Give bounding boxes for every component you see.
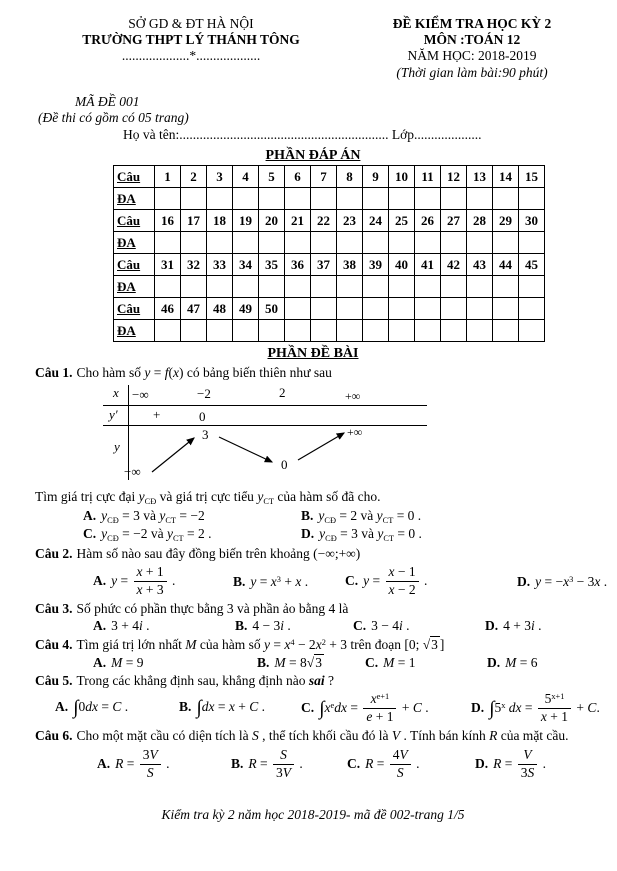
answer-table-question-row <box>114 254 545 276</box>
name-label: Họ và tên: <box>123 127 180 143</box>
option-b: B. M = 8√3 <box>257 654 322 670</box>
answer-cell <box>337 320 363 342</box>
question-number-cell <box>285 298 311 320</box>
option-b: B. 4 − 3i . <box>235 618 291 634</box>
answer-cell <box>363 276 389 298</box>
answer-row-label: ĐA <box>114 188 155 210</box>
answer-table-question-row <box>114 210 545 232</box>
bbt-arrow-down <box>219 437 272 462</box>
question-6-stem-line <box>35 728 591 744</box>
question-6 <box>35 728 591 781</box>
question-number-cell: 15 <box>519 166 545 188</box>
bbt-arrow-up-2 <box>298 433 344 460</box>
question-number: Câu 5. <box>35 672 73 688</box>
question-number-cell: 30 <box>519 210 545 232</box>
answer-cell <box>519 188 545 210</box>
question-1-stem-line <box>35 365 591 381</box>
option-b: B. R = $\frac{S}{3V}$ . <box>231 747 303 780</box>
question-number: Câu 6. <box>35 727 73 743</box>
name-dots: .............................................................. <box>179 127 389 143</box>
question-number-cell: 14 <box>493 166 519 188</box>
question-number-cell: 38 <box>337 254 363 276</box>
bbt-x-value: −∞ <box>132 387 149 403</box>
answer-cell <box>311 232 337 254</box>
question-stem: Hàm số nào sau đây đồng biến trên khoảng (−∞;+∞) <box>76 546 361 562</box>
variation-table <box>95 384 440 487</box>
answer-cell <box>259 188 285 210</box>
answer-cell <box>233 232 259 254</box>
bbt-x-label: x <box>113 385 119 401</box>
question-number-cell: 36 <box>285 254 311 276</box>
question-number: Câu 3. <box>35 601 73 617</box>
question-number-cell <box>441 298 467 320</box>
answer-cell <box>207 232 233 254</box>
option-a: A. y = $\frac{x + 1}{x + 3}$ . <box>93 564 176 598</box>
exam-year: NĂM HỌC: 2018-2019 <box>407 48 537 64</box>
question-number-cell: 17 <box>181 210 207 232</box>
bbt-yprime-label: y′ <box>109 407 118 423</box>
question-number-cell: 20 <box>259 210 285 232</box>
option-c: C. R = $\frac{4V}{S}$ . <box>347 747 420 780</box>
question-number-cell <box>415 298 441 320</box>
bbt-y-end: +∞ <box>347 425 363 440</box>
answer-cell <box>285 232 311 254</box>
question-number-cell: 8 <box>337 166 363 188</box>
answer-table-answer-row <box>114 320 545 342</box>
bbt-y-peak: 3 <box>202 427 209 443</box>
question-number-cell: 13 <box>467 166 493 188</box>
fraction: $\frac{V}{3S}$ <box>518 748 538 781</box>
question-number: Câu 4. <box>35 636 73 652</box>
bbt-x-value: 2 <box>279 385 286 401</box>
question-number-cell <box>493 298 519 320</box>
question-number: Câu 1. <box>35 365 73 381</box>
answer-table-body <box>114 166 545 342</box>
question-number-cell: 45 <box>519 254 545 276</box>
answer-cell <box>155 276 181 298</box>
question-number-cell: 21 <box>285 210 311 232</box>
question-number-cell: 18 <box>207 210 233 232</box>
answer-cell <box>519 232 545 254</box>
bbt-yprime-zero: 0 <box>199 409 206 425</box>
answer-cell <box>493 320 519 342</box>
question-number-cell: 47 <box>181 298 207 320</box>
bbt-arrows <box>95 384 440 487</box>
answer-cell <box>415 188 441 210</box>
question-1-options <box>35 508 591 544</box>
question-3-options <box>35 618 591 634</box>
question-1-prompt: Tìm giá trị cực đại $y_{CĐ}$ và giá trị cực tiểu $y_{CT}$ của hàm số đã cho. <box>35 489 381 507</box>
answer-cell <box>415 232 441 254</box>
exam-code: MÃ ĐỀ 001 <box>75 94 140 109</box>
question-number-cell: 33 <box>207 254 233 276</box>
square-root: √3 <box>422 636 438 652</box>
answer-cell <box>285 188 311 210</box>
answer-cell <box>207 320 233 342</box>
question-row-label: Câu <box>114 254 155 276</box>
bbt-yprime-sign: + <box>153 407 161 423</box>
answer-cell <box>389 188 415 210</box>
option-d: D. 4 + 3i . <box>485 618 542 634</box>
header-left-block <box>57 16 325 90</box>
option-c: C. 3 − 4i . <box>353 618 410 634</box>
answer-cell <box>337 232 363 254</box>
answer-cell <box>259 276 285 298</box>
answer-cell <box>155 188 181 210</box>
question-number-cell: 4 <box>233 166 259 188</box>
question-number-cell <box>389 298 415 320</box>
answer-cell <box>493 276 519 298</box>
option-b: B. $y = x^3 + x$ . <box>233 573 309 589</box>
question-number-cell: 26 <box>415 210 441 232</box>
question-row-label: Câu <box>114 298 155 320</box>
question-2-stem-line <box>35 546 591 562</box>
question-4-options <box>35 655 591 671</box>
exam-subject: MÔN :TOÁN 12 <box>423 32 521 48</box>
question-number-cell <box>519 298 545 320</box>
question-number-cell: 50 <box>259 298 285 320</box>
answer-cell <box>363 320 389 342</box>
question-5 <box>35 672 600 725</box>
option-d: D. M = 6 <box>487 654 538 670</box>
question-number-cell <box>337 298 363 320</box>
answer-cell <box>233 188 259 210</box>
question-number-cell: 6 <box>285 166 311 188</box>
question-number-cell: 42 <box>441 254 467 276</box>
class-label: Lớp <box>391 127 415 143</box>
answer-cell <box>285 276 311 298</box>
option-a: A. M = 9 <box>93 654 144 670</box>
question-number-cell: 39 <box>363 254 389 276</box>
answer-cell <box>389 320 415 342</box>
question-number-cell: 1 <box>155 166 181 188</box>
answer-cell <box>493 188 519 210</box>
question-3 <box>35 601 591 634</box>
answer-cell <box>259 232 285 254</box>
fraction: $\frac{x - 1}{x - 2}$ <box>386 565 419 598</box>
question-number-cell: 3 <box>207 166 233 188</box>
exam-section-title: PHẦN ĐỀ BÀI <box>267 346 359 362</box>
school-name: TRƯỜNG THPT LÝ THÁNH TÔNG <box>82 32 300 48</box>
question-2-options <box>35 564 608 598</box>
answer-cell <box>467 232 493 254</box>
answer-section-title: PHẦN ĐÁP ÁN <box>265 147 361 163</box>
question-number-cell: 11 <box>415 166 441 188</box>
answer-cell <box>389 276 415 298</box>
answer-cell <box>519 276 545 298</box>
question-3-stem-line <box>35 601 591 617</box>
question-4-stem-line <box>35 637 591 653</box>
option-c: C. $y_{CĐ} = -2$ và $y_{CT} = 2$ . <box>83 526 212 544</box>
question-number-cell: 49 <box>233 298 259 320</box>
answer-cell <box>233 320 259 342</box>
answer-cell <box>181 188 207 210</box>
question-stem: Cho hàm số y = f(x) có bảng biến thiên như sau <box>76 365 332 381</box>
question-number-cell: 32 <box>181 254 207 276</box>
question-number-cell: 12 <box>441 166 467 188</box>
answer-cell <box>259 320 285 342</box>
page-footer: Kiểm tra kỳ 2 năm học 2018-2019- mã đề 002-trang 1/5 <box>161 806 465 822</box>
answer-cell <box>363 232 389 254</box>
option-b: B. $y_{CĐ} = 2$ và $y_{CT} = 0$ . <box>301 508 422 526</box>
answer-row-label: ĐA <box>114 232 155 254</box>
answer-cell <box>467 188 493 210</box>
question-5-stem-line <box>35 673 591 689</box>
answer-cell <box>415 276 441 298</box>
bbt-y-label: y <box>114 439 120 455</box>
answer-table-question-row <box>114 166 545 188</box>
question-number-cell <box>467 298 493 320</box>
answer-cell <box>441 320 467 342</box>
bbt-x-value: +∞ <box>345 389 361 404</box>
option-a: A. ∫0dx = C . <box>55 697 129 719</box>
question-number-cell: 43 <box>467 254 493 276</box>
bbt-arrow-up-1 <box>152 438 194 472</box>
answer-cell <box>207 276 233 298</box>
question-number-cell: 29 <box>493 210 519 232</box>
question-number-cell: 48 <box>207 298 233 320</box>
question-number-cell: 40 <box>389 254 415 276</box>
square-root: √3 <box>306 654 322 670</box>
answer-row-label: ĐA <box>114 276 155 298</box>
answer-cell <box>311 188 337 210</box>
header-right-block <box>353 16 591 90</box>
option-c: C. y = $\frac{x - 1}{x - 2}$ . <box>345 564 428 598</box>
bbt-y-valley: 0 <box>281 457 288 473</box>
question-number-cell: 27 <box>441 210 467 232</box>
answer-cell <box>363 188 389 210</box>
answer-cell <box>337 276 363 298</box>
pages-note: (Đề thi có gồm có 05 trang) <box>38 110 189 126</box>
fraction: $\frac{3V}{S}$ <box>140 748 161 781</box>
question-stem: Tìm giá trị lớn nhất M của hàm số $y = x^4 - 2x^2 + 3$ trên đoạn [0; √3 ] <box>76 636 445 652</box>
answer-table-answer-row <box>114 188 545 210</box>
question-number-cell: 16 <box>155 210 181 232</box>
answer-table-question-row <box>114 298 545 320</box>
bbt-y-start: −∞ <box>124 464 141 480</box>
fraction: $\frac{5^{x+1}}{x + 1}$ <box>538 692 571 725</box>
option-a: A. $y_{CĐ} = 3$ và $y_{CT} = -2$ <box>83 508 205 526</box>
answer-cell <box>181 232 207 254</box>
option-d: D. R = $\frac{V}{3S}$ . <box>475 747 546 780</box>
fraction: $\frac{x + 1}{x + 3}$ <box>134 565 167 598</box>
answer-cell <box>233 276 259 298</box>
answer-cell <box>181 320 207 342</box>
answer-cell <box>415 320 441 342</box>
answer-cell <box>441 232 467 254</box>
option-a: A. 3 + 4i . <box>93 618 150 634</box>
option-b: B. ∫dx = x + C . <box>179 697 266 719</box>
question-number: Câu 2. <box>35 546 73 562</box>
student-name-line <box>35 127 591 143</box>
class-dots: .................... <box>414 127 482 143</box>
question-number-cell: 19 <box>233 210 259 232</box>
fraction: $\frac{4V}{S}$ <box>390 748 411 781</box>
question-number-cell: 25 <box>389 210 415 232</box>
question-6-options <box>35 748 591 781</box>
answer-cell <box>441 276 467 298</box>
answer-table <box>113 165 545 342</box>
question-number-cell: 9 <box>363 166 389 188</box>
question-number-cell: 10 <box>389 166 415 188</box>
bbt-x-value: −2 <box>197 386 211 402</box>
answer-row-label: ĐA <box>114 320 155 342</box>
answer-cell <box>311 276 337 298</box>
answer-cell <box>519 320 545 342</box>
question-row-label: Câu <box>114 166 155 188</box>
answer-cell <box>441 188 467 210</box>
exam-title: ĐỀ KIỂM TRA HỌC KỲ 2 <box>392 16 552 31</box>
question-number-cell <box>363 298 389 320</box>
answer-cell <box>389 232 415 254</box>
answer-table-answer-row <box>114 232 545 254</box>
question-4 <box>35 637 591 671</box>
option-d: D. $y = -x^3 - 3x$ . <box>517 573 608 589</box>
question-number-cell <box>311 298 337 320</box>
question-number-cell: 22 <box>311 210 337 232</box>
exam-duration: (Thời gian làm bài:90 phút) <box>396 64 548 80</box>
question-number-cell: 2 <box>181 166 207 188</box>
answer-cell <box>285 320 311 342</box>
question-row-label: Câu <box>114 210 155 232</box>
question-number-cell: 34 <box>233 254 259 276</box>
question-number-cell: 7 <box>311 166 337 188</box>
question-number-cell: 23 <box>337 210 363 232</box>
answer-cell <box>207 188 233 210</box>
header-divider: ....................*................... <box>121 48 261 64</box>
fraction: $\frac{x^{e+1}}{e + 1}$ <box>363 692 396 725</box>
question-stem: Trong các khẳng định sau, khẳng định nào sai ? <box>76 672 334 688</box>
answer-cell <box>467 276 493 298</box>
question-number-cell: 5 <box>259 166 285 188</box>
department-name: SỞ GD & ĐT HÀ NỘI <box>128 16 254 31</box>
question-number-cell: 37 <box>311 254 337 276</box>
question-number-cell: 35 <box>259 254 285 276</box>
question-5-options <box>35 691 600 725</box>
page-header <box>57 16 591 90</box>
option-c: C. M = 1 <box>365 654 416 670</box>
question-number-cell: 44 <box>493 254 519 276</box>
question-number-cell: 28 <box>467 210 493 232</box>
answer-cell <box>467 320 493 342</box>
option-c: C. $\int x^edx$ = $\frac{x^{e+1}}{e + 1}$ + C . <box>301 691 429 725</box>
answer-cell <box>155 320 181 342</box>
option-d: D. $y_{CĐ} = 3$ và $y_{CT} = 0$ . <box>301 526 422 544</box>
answer-cell <box>155 232 181 254</box>
question-number-cell: 46 <box>155 298 181 320</box>
fraction: $\frac{S}{3V}$ <box>273 748 294 781</box>
question-1 <box>35 365 591 544</box>
question-stem: Số phức có phần thực bằng 3 và phần ảo bằng 4 là <box>76 601 349 617</box>
answer-table-answer-row <box>114 276 545 298</box>
option-a: A. R = $\frac{3V}{S}$ . <box>97 747 170 780</box>
question-number-cell: 41 <box>415 254 441 276</box>
answer-cell <box>311 320 337 342</box>
answer-cell <box>493 232 519 254</box>
question-2 <box>35 546 608 598</box>
question-stem: Cho một mặt cầu có diện tích là S , thể tích khối cầu đó là V . Tính bán kính R của mặt cầu. <box>76 727 569 743</box>
answer-cell <box>337 188 363 210</box>
question-number-cell: 24 <box>363 210 389 232</box>
option-d: D. ∫5$^x$ dx = $\frac{5^{x+1}}{x + 1}$ + C. <box>471 691 600 725</box>
question-number-cell: 31 <box>155 254 181 276</box>
answer-cell <box>181 276 207 298</box>
